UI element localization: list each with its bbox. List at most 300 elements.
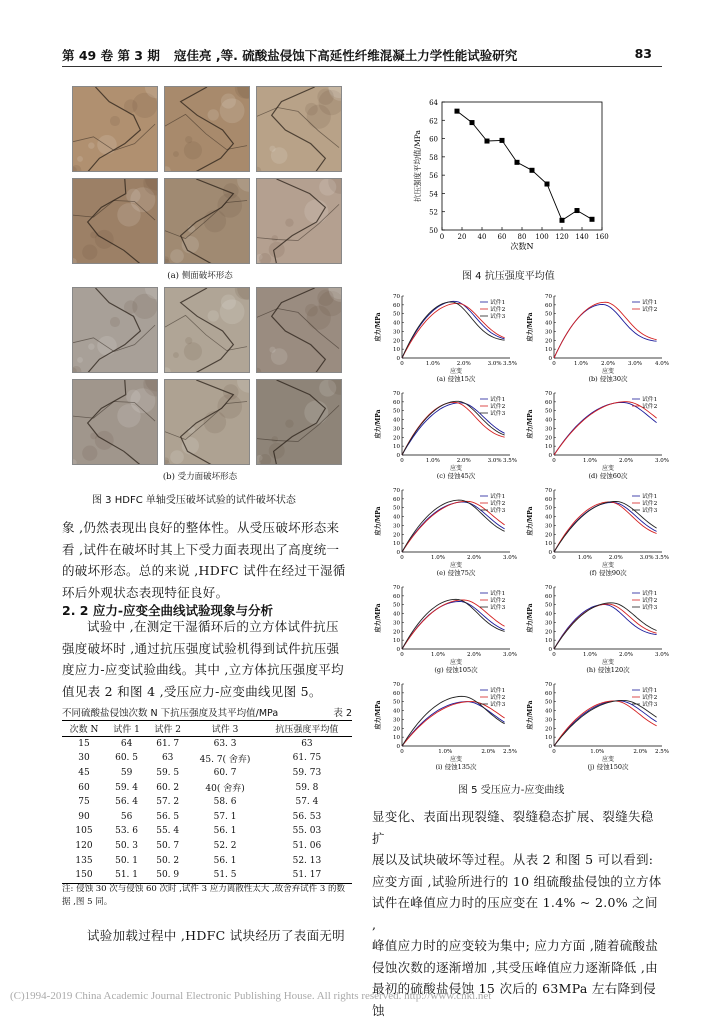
- x-tick-label: 160: [595, 233, 609, 241]
- stain: [304, 400, 328, 424]
- y-tick-label: 62: [429, 117, 438, 126]
- y-tick-label: 10: [393, 735, 400, 742]
- table-cell: 120: [75, 841, 93, 852]
- specimen-photo-side-5: [164, 178, 250, 264]
- y-tick-label: 60: [545, 302, 552, 309]
- paragraph-right: [372, 806, 662, 1021]
- text-line: 值见表 2 和图 4 ,受压应力-应变曲线见图 5。: [62, 683, 322, 699]
- legend-label: 试件2: [642, 598, 658, 604]
- legend-label: 试件3: [490, 605, 506, 611]
- y-tick-label: 70: [545, 294, 552, 300]
- y-tick-label: 40: [393, 611, 400, 618]
- crack-pattern: [73, 380, 157, 464]
- table-cell: 50. 1: [115, 855, 139, 866]
- table-row: [62, 795, 352, 810]
- table-cell: 64: [120, 738, 133, 749]
- table-header-cell: 抗压强度平均值: [275, 724, 339, 735]
- stain: [82, 245, 97, 260]
- y-tick-label: 20: [545, 532, 552, 539]
- y-tick-label: 60: [393, 496, 400, 503]
- figure-3a-caption: (a) 侧面破坏形态: [167, 271, 233, 281]
- specimen-photo-load-1: [72, 287, 158, 373]
- x-tick-label: 120: [555, 233, 569, 241]
- y-tick-label: 0: [396, 647, 400, 653]
- paragraph-1: [62, 517, 354, 603]
- stain: [182, 437, 199, 454]
- x-axis-label: 应变: [601, 368, 615, 375]
- stain: [285, 218, 293, 226]
- data-point: [455, 109, 460, 114]
- panel-label: (d) 侵蚀60次: [588, 472, 628, 480]
- text-line: 看 ,试件在破坏时其上下受力面表现出了高度统一: [62, 541, 340, 557]
- table-cell: 51. 1: [115, 870, 139, 881]
- x-tick-label: 20: [457, 233, 467, 241]
- crack-pattern: [257, 288, 341, 372]
- y-tick-label: 20: [545, 435, 552, 442]
- x-tick-label: 1.0%: [590, 749, 605, 755]
- table-cell: 50. 2: [156, 855, 180, 866]
- legend-label: 试件2: [642, 695, 658, 701]
- legend-label: 试件3: [490, 314, 506, 320]
- legend-label: 试件3: [490, 508, 506, 514]
- y-tick-label: 40: [545, 708, 552, 715]
- y-tick-label: 40: [393, 320, 400, 327]
- x-tick-label: 0: [552, 749, 556, 755]
- x-tick-label: 100: [535, 233, 549, 241]
- y-tick-label: 0: [548, 744, 552, 750]
- y-tick-label: 20: [393, 435, 400, 442]
- x-tick-label: 1.0%: [438, 749, 453, 755]
- x-tick-label: 3.0%: [628, 361, 642, 367]
- text-line: 显变化、表面出现裂缝、裂缝稳态扩展、裂缝失稳扩: [372, 809, 654, 846]
- table-row: [62, 780, 352, 795]
- x-tick-label: 0: [439, 233, 445, 241]
- stain: [117, 404, 140, 427]
- table-2-note: 注: 侵蚀 30 次与侵蚀 60 次时 ,试件 3 应力离散性太大 ,故舍弃试件 3 的数据 ,图 5 同。: [62, 884, 345, 907]
- x-tick-label: 2.0%: [467, 652, 481, 658]
- stain: [117, 203, 140, 226]
- table-cell: 56. 1: [213, 826, 237, 837]
- panel-label: (i) 侵蚀135次: [435, 763, 477, 771]
- y-tick-label: 40: [545, 514, 552, 521]
- table-cell: 59. 4: [115, 782, 139, 793]
- stress-strain-panel-7: [372, 581, 522, 675]
- table-cell: 52. 2: [213, 841, 237, 852]
- x-tick-label: 2.0%: [481, 749, 496, 755]
- x-tick-label: 0: [400, 555, 404, 561]
- y-tick-label: 0: [548, 453, 552, 459]
- y-tick-label: 0: [396, 550, 400, 556]
- x-tick-label: 80: [517, 233, 527, 241]
- y-tick-label: 64: [429, 99, 438, 107]
- stain: [77, 156, 83, 162]
- table-cell: 150: [75, 870, 93, 881]
- specimen-photo-load-6: [256, 379, 342, 465]
- table-header-cell: 试件 2: [154, 724, 181, 735]
- y-tick-label: 60: [429, 135, 438, 144]
- x-tick-label: 1.0%: [577, 555, 592, 561]
- x-axis-label: 应变: [601, 659, 615, 666]
- panel-label: (c) 侵蚀45次: [436, 472, 476, 480]
- y-tick-label: 10: [393, 444, 400, 451]
- stain: [170, 450, 184, 464]
- x-tick-label: 1.0%: [425, 458, 440, 464]
- table-cell: 63: [301, 738, 313, 749]
- y-tick-label: 0: [396, 356, 400, 362]
- x-tick-label: 0: [552, 458, 556, 464]
- section-heading: 2. 2 应力-应变全曲线试验现象与分析: [62, 603, 274, 618]
- data-point: [560, 218, 565, 223]
- stain: [257, 167, 261, 171]
- y-tick-label: 60: [545, 690, 552, 697]
- x-tick-label: 60: [497, 233, 507, 241]
- y-tick-label: 70: [545, 488, 552, 494]
- legend-label: 试件1: [490, 300, 506, 306]
- y-tick-label: 60: [393, 593, 400, 600]
- paragraph-2: [62, 616, 354, 702]
- y-tick-label: 70: [393, 391, 400, 397]
- table-cell: 57. 1: [213, 811, 237, 822]
- x-tick-label: 4.0%: [655, 361, 669, 367]
- x-tick-label: 3.0%: [655, 458, 669, 464]
- text-line: 象 ,仍然表现出良好的整体性。从受压破坏形态来: [62, 520, 340, 535]
- y-tick-label: 50: [545, 408, 552, 415]
- table-number: 表 2: [333, 708, 352, 719]
- stain: [272, 235, 278, 241]
- x-tick-label: 3.0%: [487, 458, 502, 464]
- table-row: [62, 810, 352, 825]
- crack-line: [88, 87, 141, 171]
- x-axis-label: 应变: [601, 756, 615, 763]
- figure-5: [372, 290, 672, 771]
- legend-label: 试件2: [490, 307, 506, 313]
- table-cell: 56. 53: [292, 811, 322, 822]
- stain: [97, 336, 117, 356]
- stain: [317, 289, 333, 305]
- y-axis-label: 应力/MPa: [375, 603, 382, 633]
- y-tick-label: 40: [393, 417, 400, 424]
- legend-label: 试件3: [642, 508, 658, 514]
- x-tick-label: 1.0%: [574, 361, 588, 367]
- x-axis-label: 应变: [601, 562, 615, 569]
- table-cell: 63. 3: [213, 738, 237, 749]
- y-tick-label: 20: [393, 629, 400, 636]
- y-tick-label: 60: [393, 690, 400, 697]
- table-cell: 61. 75: [292, 753, 322, 764]
- x-tick-label: 0: [400, 749, 404, 755]
- x-tick-label: 3.5%: [503, 361, 517, 367]
- y-tick-label: 54: [429, 190, 438, 199]
- stain: [88, 142, 94, 148]
- x-tick-label: 1.0%: [583, 458, 597, 464]
- stress-strain-panel-10: [524, 678, 674, 772]
- stain: [307, 306, 331, 330]
- x-tick-label: 2.5%: [503, 749, 517, 755]
- table-cell: 60. 5: [115, 753, 139, 764]
- y-tick-label: 0: [548, 647, 552, 653]
- legend-label: 试件3: [490, 411, 506, 417]
- stain: [173, 352, 179, 358]
- panel-label: (f) 侵蚀90次: [589, 569, 627, 577]
- y-tick-label: 10: [393, 638, 400, 645]
- y-tick-label: 70: [545, 682, 552, 688]
- x-tick-label: 3.5%: [503, 458, 517, 464]
- x-tick-label: 2.5%: [655, 749, 669, 755]
- text-line: 展以及试块破坏等过程。从表 2 和图 5 可以看到:: [372, 852, 654, 867]
- table-cell: 55. 03: [292, 826, 322, 837]
- specimen-photo-side-6: [256, 178, 342, 264]
- stain: [165, 166, 171, 171]
- table-cell: 59: [120, 768, 133, 779]
- y-tick-label: 50: [393, 311, 400, 318]
- table-cell: 40( 舍弃): [205, 784, 245, 795]
- text-line: 度应力-应变试验曲线。其中 ,立方体抗压强度平均: [62, 662, 344, 677]
- legend-label: 试件1: [642, 591, 658, 597]
- stain: [221, 94, 236, 109]
- legend-label: 试件2: [642, 501, 658, 507]
- table-cell: 60: [78, 782, 90, 793]
- y-axis-label: 应力/MPa: [527, 700, 534, 730]
- crack-line: [88, 288, 141, 372]
- table-cell: 59. 73: [292, 768, 322, 779]
- data-line: [457, 111, 592, 220]
- stain: [237, 380, 249, 393]
- table-cell: 56. 1: [213, 855, 237, 866]
- y-tick-label: 50: [393, 408, 400, 415]
- stress-strain-panel-9: [372, 678, 522, 772]
- stain: [237, 87, 249, 99]
- y-tick-label: 60: [545, 399, 552, 406]
- data-point: [575, 208, 580, 213]
- y-tick-label: 70: [393, 294, 400, 300]
- data-point: [530, 168, 535, 173]
- legend-label: 试件3: [490, 702, 506, 708]
- legend-label: 试件2: [490, 404, 506, 410]
- figure-3b-caption: (b) 受力面破坏形态: [162, 472, 238, 482]
- table-cell: 60. 7: [213, 768, 237, 779]
- y-tick-label: 30: [393, 523, 400, 530]
- y-axis-label: 应力/MPa: [527, 506, 534, 536]
- stain: [82, 446, 97, 461]
- figure-4-chart: [400, 92, 620, 262]
- x-axis-label: 应变: [449, 562, 463, 569]
- x-axis-label: 应变: [601, 465, 615, 472]
- x-tick-label: 2.0%: [467, 555, 481, 561]
- stress-strain-panel-5: [372, 484, 522, 578]
- y-tick-label: 50: [545, 505, 552, 512]
- stain: [237, 288, 249, 300]
- y-axis-label: 应力/MPa: [527, 603, 534, 633]
- y-tick-label: 30: [545, 329, 552, 336]
- text-line: 峰值应力时的应变较为集中; 应力方面 ,随着硫酸盐: [372, 938, 659, 953]
- y-tick-label: 10: [393, 541, 400, 548]
- table-row: [62, 751, 352, 766]
- y-axis-label: 应力/MPa: [527, 409, 534, 439]
- table-cell: 105: [75, 826, 93, 837]
- specimen-photo-load-4: [72, 379, 158, 465]
- y-tick-label: 20: [393, 338, 400, 345]
- y-tick-label: 40: [545, 611, 552, 618]
- table-cell: 59. 5: [156, 768, 180, 779]
- table-cell: 50. 7: [156, 841, 180, 852]
- table-cell: 51. 5: [213, 870, 237, 881]
- table-cell: 56. 4: [115, 797, 139, 808]
- text-line: 应变方面 ,试验所进行的 10 组硫酸盐侵蚀的立方体: [372, 873, 662, 889]
- table-cell: 51. 06: [292, 841, 322, 852]
- y-tick-label: 10: [545, 347, 552, 354]
- y-tick-label: 10: [545, 444, 552, 451]
- legend-label: 试件2: [490, 695, 506, 701]
- y-tick-label: 50: [393, 505, 400, 512]
- y-tick-label: 56: [429, 172, 438, 181]
- x-tick-label: 140: [575, 233, 589, 241]
- table-cell: 56: [120, 811, 133, 822]
- crack-pattern: [165, 87, 249, 171]
- table-cell: 63: [161, 753, 174, 764]
- y-tick-label: 20: [545, 338, 552, 345]
- y-tick-label: 0: [396, 744, 400, 750]
- data-point: [470, 120, 475, 125]
- x-tick-label: 3.0%: [503, 555, 517, 561]
- y-tick-label: 20: [545, 726, 552, 733]
- x-tick-label: 1.0%: [431, 555, 445, 561]
- x-tick-label: 0: [400, 652, 404, 658]
- x-tick-label: 3.5%: [655, 555, 669, 561]
- x-tick-label: 1.0%: [431, 652, 445, 658]
- text-line: 强度破坏时 ,通过抗压强度试验机得到试件抗压强: [62, 640, 340, 656]
- specimen-photo-side-4: [72, 178, 158, 264]
- stress-strain-panel-4: [524, 387, 674, 481]
- y-tick-label: 50: [545, 602, 552, 609]
- stain: [184, 141, 202, 159]
- panel-label: (b) 侵蚀30次: [588, 375, 628, 383]
- table-row: [62, 868, 352, 883]
- text-line: 侵蚀次数的逐渐增加 ,其受压峰值应力逐渐降低 ,由: [372, 959, 658, 975]
- stain: [237, 179, 249, 192]
- y-tick-label: 10: [545, 541, 552, 548]
- x-tick-label: 2.0%: [619, 652, 633, 658]
- table-cell: 135: [75, 855, 93, 866]
- table-cell: 61. 7: [156, 738, 180, 749]
- crack-pattern: [165, 288, 249, 372]
- x-tick-label: 1.0%: [425, 361, 440, 367]
- specimen-photo-side-1: [72, 86, 158, 172]
- y-tick-label: 20: [545, 629, 552, 636]
- running-title: 寇佳亮 ,等. 硫酸盐侵蚀下高延性纤维混凝土力学性能试验研究: [174, 48, 518, 63]
- x-tick-label: 2.0%: [619, 458, 633, 464]
- x-tick-label: 2.0%: [608, 555, 623, 561]
- y-tick-label: 70: [393, 585, 400, 591]
- y-tick-label: 30: [393, 329, 400, 336]
- y-tick-label: 70: [393, 488, 400, 494]
- y-tick-label: 30: [393, 620, 400, 627]
- y-tick-label: 52: [429, 208, 438, 217]
- y-tick-label: 20: [393, 726, 400, 733]
- x-axis-label: 应变: [449, 756, 463, 763]
- stain: [319, 380, 336, 397]
- stain: [208, 109, 219, 120]
- stain: [208, 310, 219, 321]
- stress-strain-panel-8: [524, 581, 674, 675]
- y-tick-label: 50: [393, 602, 400, 609]
- table-cell: 45: [78, 768, 90, 779]
- crack-pattern: [257, 380, 341, 464]
- x-tick-label: 0: [552, 555, 556, 561]
- stain: [257, 368, 261, 372]
- y-tick-label: 10: [545, 638, 552, 645]
- x-tick-label: 2.0%: [633, 749, 648, 755]
- y-tick-label: 40: [393, 708, 400, 715]
- crack-pattern: [73, 87, 157, 171]
- stain: [170, 249, 184, 263]
- page-number: 83: [634, 46, 652, 61]
- y-tick-label: 60: [393, 302, 400, 309]
- x-tick-label: 3.0%: [639, 555, 654, 561]
- y-tick-label: 30: [545, 523, 552, 530]
- table-header-cell: 试件 3: [211, 724, 239, 735]
- panel-label: (h) 侵蚀120次: [586, 666, 630, 674]
- y-tick-label: 0: [548, 550, 552, 556]
- stain: [110, 317, 120, 327]
- table-header-cell: 次数 N: [69, 724, 99, 735]
- y-tick-label: 60: [545, 496, 552, 503]
- stain: [77, 357, 83, 363]
- stain: [271, 147, 288, 164]
- y-tick-label: 70: [393, 682, 400, 688]
- stain: [182, 236, 199, 253]
- legend-label: 试件1: [642, 300, 658, 306]
- crack-pattern: [73, 179, 157, 263]
- x-axis-label: 应变: [449, 368, 463, 375]
- stain: [319, 179, 336, 196]
- y-tick-label: 50: [545, 699, 552, 706]
- table-cell: 57. 2: [156, 797, 180, 808]
- panel-label: (g) 侵蚀105次: [434, 666, 478, 674]
- legend-label: 试件1: [642, 494, 658, 500]
- table-cell: 51. 17: [292, 870, 322, 881]
- y-axis-label: 应力/MPa: [375, 312, 382, 342]
- stain: [307, 105, 331, 129]
- stain: [97, 135, 117, 155]
- table-cell: 45. 7( 舍弃): [199, 754, 251, 765]
- panel-label: (a) 侵蚀15次: [436, 375, 476, 383]
- y-tick-label: 30: [545, 426, 552, 433]
- stress-strain-panel-3: [372, 387, 522, 481]
- legend-label: 试件1: [490, 397, 506, 403]
- stain: [173, 151, 179, 157]
- table-cell: 52. 13: [292, 855, 322, 866]
- journal-volume: 第 49 卷 第 3 期: [62, 48, 160, 63]
- y-tick-label: 10: [393, 347, 400, 354]
- table-header-cell: 试件 1: [113, 724, 140, 735]
- y-tick-label: 10: [545, 735, 552, 742]
- crack-pattern: [257, 87, 341, 171]
- crack-pattern: [257, 179, 341, 263]
- table-cell: 50. 3: [115, 841, 139, 852]
- y-tick-label: 50: [429, 227, 438, 235]
- stain: [88, 343, 94, 349]
- x-tick-label: 3.0%: [503, 652, 517, 658]
- stain: [317, 88, 333, 104]
- table-row: [62, 839, 352, 854]
- data-point: [590, 217, 595, 222]
- legend-label: 试件3: [642, 702, 658, 708]
- stain: [185, 337, 192, 344]
- figure-5-caption: 图 5 受压应力-应变曲线: [458, 785, 565, 796]
- x-tick-label: 0: [552, 361, 556, 367]
- table-row: [62, 853, 352, 868]
- y-tick-label: 0: [396, 453, 400, 459]
